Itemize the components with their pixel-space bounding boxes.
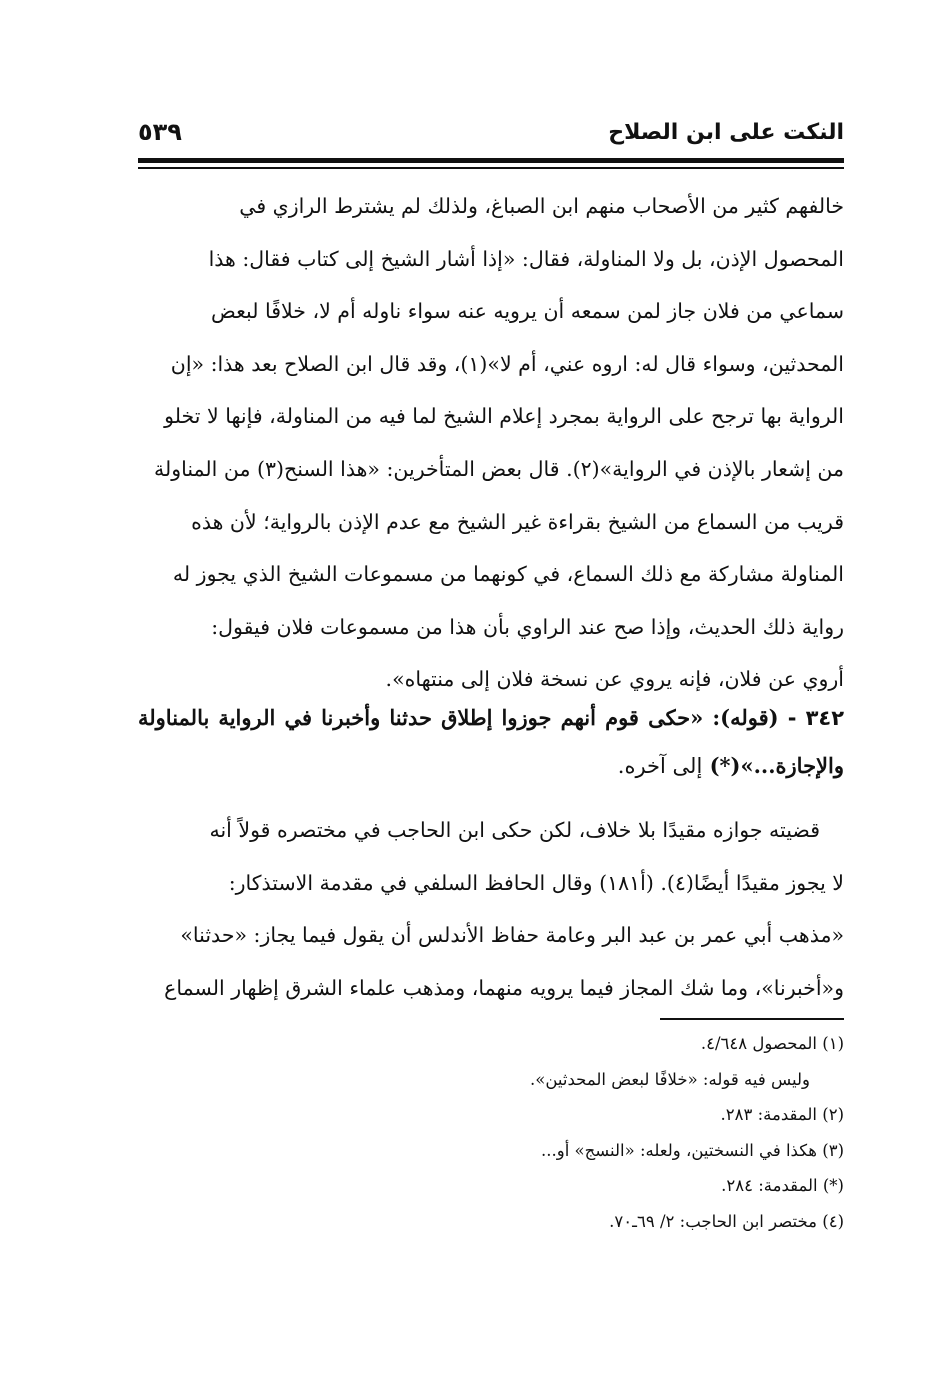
text-line: أروي عن فلان، فإنه يروي عن نسخة فلان إلى منتهاه». <box>385 667 844 692</box>
text-line: الرواية بها ترجح على الرواية بمجرد إعلام الشيخ لما فيه من المناولة، فإنها لا تخلو <box>164 404 844 429</box>
second-paragraph <box>138 804 844 1014</box>
text-line: من إشعار بالإذن في الرواية»(٢). قال بعض المتأخرين: «هذا السنح(٣) من المناولة <box>153 456 844 481</box>
header-rule-thick <box>138 158 844 163</box>
footnote-separator <box>660 1018 844 1020</box>
footnote: (٣) هكذا في النسختين، ولعله: «النسج» أو... <box>541 1140 844 1160</box>
text-line: قريب من السماع من الشيخ بقراءة غير الشيخ مع عدم الإذن بالرواية؛ لأن هذه <box>191 509 844 534</box>
section-quote: (قوله): «حكى قوم أنهم جوزوا إطلاق حدثنا وأخبرنا في الرواية بالمناولة والإجازة...»(*) <box>138 705 844 778</box>
text-line: لا يجوز مقيدًا أيضًا(٤). (أ١٨١) وقال الحافظ السلفي في مقدمة الاستذكار: <box>228 870 844 895</box>
text-line: المحصول الإذن، بل ولا المناولة، فقال: «إذا أشار الشيخ إلى كتاب فقال: هذا <box>208 246 844 271</box>
text-line: سماعي من فلان جاز لمن سمعه أن يرويه عنه سواء ناوله أم لا، خلافًا لبعض <box>211 299 844 324</box>
section-tail: إلى آخره. <box>617 754 703 778</box>
text-line: خالفهم كثير من الأصحاب منهم ابن الصباغ، ولذلك لم يشترط الرازي في <box>239 194 844 218</box>
text-line: رواية ذلك الحديث، وإذا صح عند الراوي بأن هذا من مسموعات فلان فيقول: <box>211 614 844 639</box>
text-line: و«أخبرنا»، وما شك المجاز فيما يرويه منهما، ومذهب علماء الشرق إظهار السماع <box>164 975 844 1000</box>
text-line-content: قضيته جوازه مقيدًا بلا خلاف، لكن حكى ابن الحاجب في مختصره قولاً أنه <box>209 818 820 842</box>
text-line: «مذهب أبي عمر بن عبد البر وعامة حفاظ الأندلس أن يقول فيما يجاز: «حدثنا» <box>180 923 844 947</box>
footnotes <box>300 1026 844 1239</box>
header-rule-thin <box>138 167 844 169</box>
page-header <box>138 114 844 154</box>
section-heading <box>138 694 844 790</box>
footnote: (٢) المقدمة: ٢٨٣. <box>720 1105 844 1124</box>
footnote: (*) المقدمة: ٢٨٤. <box>721 1176 844 1195</box>
footnote: (١) المحصول ٤/٦٤٨. <box>700 1034 844 1053</box>
section-number: ٣٤٢ - <box>787 706 845 730</box>
text-line: المناولة مشاركة مع ذلك السماع، في كونهما من مسموعات الشيخ الذي يجوز له <box>172 562 844 587</box>
running-title: النكت على ابن الصلاح <box>608 120 844 145</box>
text-line: المحدثين، وسواء قال له: اروه عني، أم لا»(١)، وقد قال ابن الصلاح بعد هذا: «إن <box>170 351 844 376</box>
footnote: (٤) مختصر ابن الحاجب: ٢/ ٦٩ـ٧٠. <box>609 1211 844 1231</box>
footnote-continuation: وليس فيه قوله: «خلافًا لبعض المحدثين». <box>530 1069 810 1089</box>
page-number: ٥٣٩ <box>138 118 182 146</box>
text-line <box>138 804 844 857</box>
main-paragraph <box>138 180 844 706</box>
